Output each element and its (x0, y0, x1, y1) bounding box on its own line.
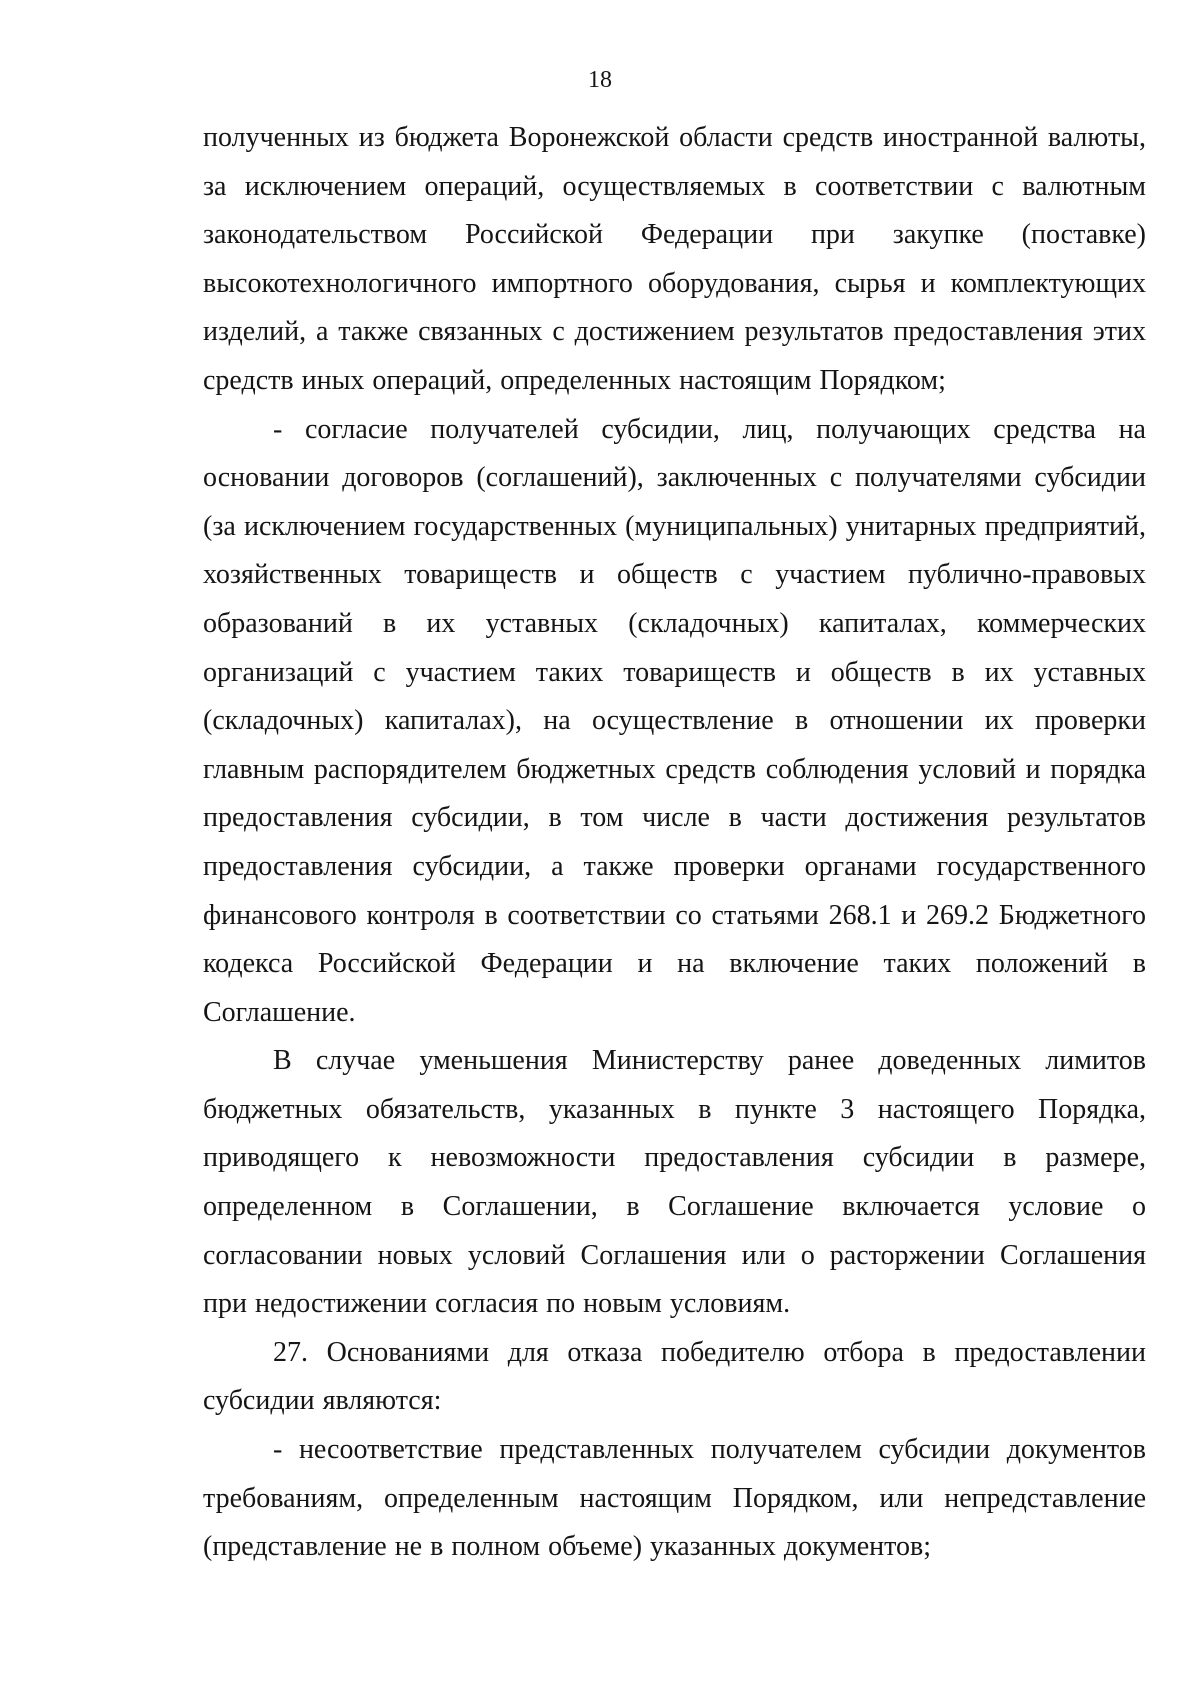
paragraph-limits-reduction: В случае уменьшения Министерству ранее доведенных лимитов бюджетных обязательств, указанных в пункте 3 настоящего Порядка, приводящего к невозможности предоставления субсидии в размере, определенном в Соглашении, в Соглашение включается условие о согласовании новых условий Соглашения или о расторжении Соглашения при недостижении согласия по новым условиям. (203, 1045, 1146, 1320)
paragraph-documents-nonconformity: - несоответствие представленных получателем субсидии документов требованиям, определенным настоящим Порядком, или непредставление (представление не в полном объеме) указанных документов; (203, 1434, 1146, 1563)
page-number: 18 (588, 67, 612, 93)
paragraph-recipient-consent: - согласие получателей субсидии, лиц, получающих средства на основании договоров (соглашений), заключенных с получателями субсидии (за исключением государственных (муниципальных) унитарных предприятий, хозяйственных товариществ и обществ с участием публично-правовых образований в их уставных (складочных) капиталах, коммерческих организаций с участием таких товариществ и обществ в их уставных (складочных) капиталах), на осуществление в отношении их проверки главным распорядителем бюджетных средств соблюдения условий и порядка предоставления субсидии, в том числе в части достижения результатов предоставления субсидии, а также проверки органами государственного финансового контроля в соответствии со статьями 268.1 и 269.2 Бюджетного кодекса Российской Федерации и на включение таких положений в Соглашение. (203, 413, 1146, 1028)
paragraph-refusal-grounds: 27. Основаниями для отказа победителю отбора в предоставлении субсидии являются: (203, 1336, 1146, 1417)
document-body (203, 114, 1146, 1572)
paragraph-currency-operations: полученных из бюджета Воронежской области средств иностранной валюты, за исключением операций, осуществляемых в соответствии с валютным законодательством Российской Федерации при закупке (поставке) высокотехнологичного импортного оборудования, сырья и комплектующих изделий, а также связанных с достижением результатов предоставления этих средств иных операций, определенных настоящим Порядком; (203, 122, 1146, 396)
